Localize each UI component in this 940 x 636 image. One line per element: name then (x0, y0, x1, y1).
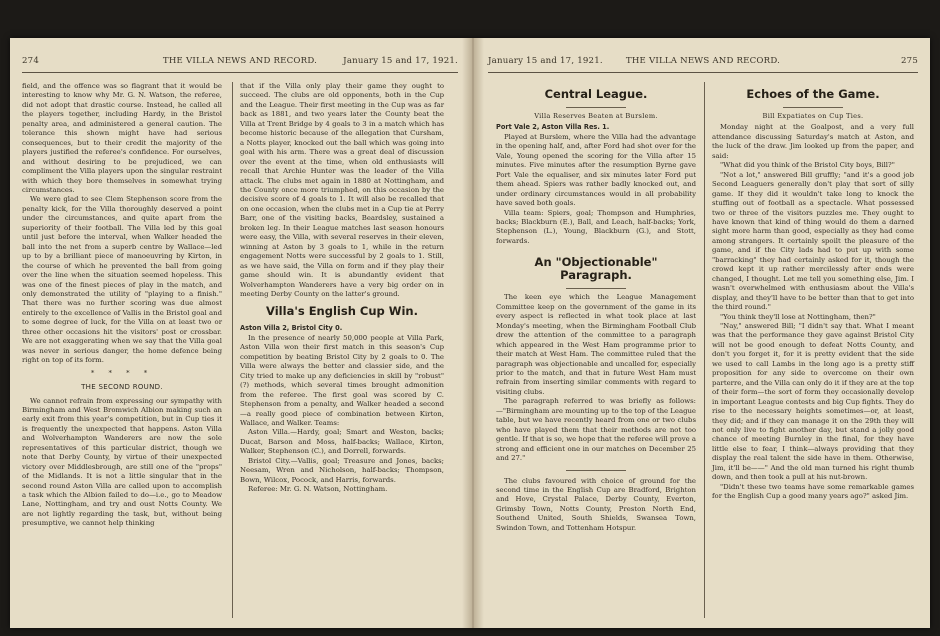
left-column-2 (240, 82, 444, 495)
article-heading: Central League. (544, 87, 648, 101)
heading-rule (566, 107, 626, 108)
issue-date: January 15 and 17, 1921. (488, 56, 603, 66)
section-divider-stars: * * * * (90, 368, 154, 377)
heading-rule (566, 288, 626, 289)
article-heading: Villa's English Cup Win. (266, 304, 418, 319)
paragraph: "What did you think of the Bristol City boys, Bill?" (720, 161, 895, 170)
paragraph: field, and the offence was so flagrant that it would be interesting to know why Mr. G. N. Watson, the referee, did not adopt that drastic course. Instead, he called all the players together, including Hardy, in the Bristol penalty area, and administered a general caution. The tolerance this shown might have had serious consequences, but to their credit the majority of the players justified the referee's confidence. For ourselves, and without desiring to be prejudiced, we can compliment the Villa players upon the singular restraint with which they bore themselves in somewhat trying circumstances. (22, 82, 222, 194)
issue-date: January 15 and 17, 1921. (343, 56, 458, 66)
header-rule (488, 72, 918, 73)
paragraph: Villa team: Spiers, goal; Thompson and Humphries, backs; Blackburn (E.), Ball, and Leach, half-backs; York, Stephenson (L.), Young, Blackburn (G.), and Stott, forwards. (496, 208, 696, 245)
paragraph: Monday night at the Goalpost, and a very full attendance discussing Saturday's match at Aston, and the luck of the draw. Jim looked up from the paper, and said: (712, 123, 914, 160)
heading-rule (783, 107, 843, 108)
section-title: THE SECOND ROUND. (81, 383, 163, 392)
article-heading: Echoes of the Game. (746, 87, 880, 101)
right-page-header (488, 56, 918, 70)
heading-line: An "Objectionable" (534, 255, 658, 270)
paragraph: In the presence of nearly 50,000 people at Villa Park, Aston Villa won their first match in this season's Cup competition by beating Bristol City by 2 goals to 0. The Villa were always the better and classier side, and the City tried to make up any deficiencies in skill by "robust" (?) methods, which several times brought admonition from the referee. The first goal was scored by C. Stephenson from a penalty, and Walker headed a second—a really good piece of combination between Kirton, Wallace, and Walker. Teams: (240, 333, 444, 427)
paragraph: Referee: Mr. G. N. Watson, Nottingham. (248, 485, 388, 494)
left-page-header (22, 56, 458, 70)
paragraph: The keen eye which the League Management Committee keep on the government of the game in its every aspect is reflected in what took place at last Monday's meeting, when the Birmingham Football Club drew the attention of the committee to a paragraph which appeared in the West Ham programme prior to their match at West Ham. The committee ruled that the paragraph was objectionable and uncalled for, especially prior to the match, and that in future West Ham must refrain from inserting similar comments with regard to visiting clubs. (496, 293, 696, 396)
paragraph: We cannot refrain from expressing our sympathy with Birmingham and West Bromwich Albion making such an early exit from this year's competition, but in Cup ties it is frequently the unexpected that happens. Aston Villa and Wolverhampton Wanderers are now the sole representatives of this particular district, though we note that Derby County, by virtue of their unexpected victory over Middlesbrough, are still one of the "props" of the Midlands. It is not a little singular that in the second round Aston Villa are called upon to accomplish a task which the Albion failed to do—i.e., go to Meadow Lane, Nottingham, and try and oust Notts County. We are not lightly regarding the task, but, without being presumptive, we cannot help thinking (22, 396, 222, 528)
page-number: 275 (900, 56, 918, 66)
match-result: Aston Villa 2, Bristol City 0. (240, 324, 343, 333)
column-rule (704, 82, 705, 618)
running-title: THE VILLA NEWS AND RECORD. (625, 56, 781, 66)
match-result: Port Vale 2, Aston Villa Res. 1. (496, 123, 610, 132)
left-page (10, 38, 470, 628)
left-column-1 (22, 82, 222, 529)
running-title: THE VILLA NEWS AND RECORD. (162, 56, 318, 66)
right-page (476, 38, 930, 628)
article-subheading: Bill Expatiates on Cup Ties. (762, 112, 864, 120)
heading-line: Paragraph. (560, 268, 632, 283)
paragraph: We were glad to see Clem Stephenson score from the penalty kick, for the Villa thoroughly deserved a point under the circumstances, and quite apart from the superiority of their football. The Villa led by this goal until just before the interval, when Walker headed the ball into the net from a superb centre by Wallace—led up to by a brilliant piece of manoeuvring by Kirton, in the course of which he prevented the ball from going over the line when the situation seemed hopeless. This was one of the finest pieces of play in the match, and only demonstrated the utility of "playing to a finish." That there was no further scoring was due almost entirely to the excellence of Vallis in the Bristol goal and to some degree of luck, for the Villa on at least two or three other occasions hit the visitors' post or crossbar. We are not exaggerating when we say that the Villa goal was never in serious danger, the home defence being right on top of its form. (22, 195, 222, 365)
open-book-spread (10, 38, 930, 628)
paragraph: Played at Burslem, where the Villa had the advantage in the opening half, and, after Ford had shot over for the Vale, Young opened the scoring for the Villa after 15 minutes. Five minutes after the resumption Byrne gave Port Vale the equaliser, and six minutes later Ford put them ahead. Spiers was rather badly knocked out, and under ordinary circumstances would in all probability have saved both goals. (496, 132, 696, 208)
paragraph: Bristol City.—Vallis, goal; Treasure and Jones, backs; Neesam, Wren and Nicholson, half-backs; Thompson, Bown, Wilcox, Pocock, and Harris, forwards. (240, 456, 444, 484)
paragraph: The paragraph referred to was briefly as follows:—"Birmingham are mounting up to the top of the League table, but we have recently heard from one or two clubs who have played them that their methods are not too gentle. If that is so, we hope that the referee will prove a strong and efficient one in our matches on December 25 and 27." (496, 397, 696, 463)
column-rule (232, 82, 233, 618)
paragraph: "Didn't these two teams have some remarkable games for the English Cup a good many years ago?" asked Jim. (712, 482, 914, 501)
page-number: 274 (22, 56, 40, 66)
paragraph: "Not a lot," answered Bill gruffly; "and it's a good job Second Leaguers generally don't play that sort of silly game. If they did it wouldn't take long to knock the stuffing out of football as a spectacle. What possessed two or three of the visitors puzzles me. They ought to have known that kind of thing would do them a darned sight more harm than good, especially as they had come among strangers. It certainly spoilt the pleasure of the game, and if the City lads had to put up with some "barracking" they had certainly asked for it, though the crowd kept it up rather mercilessly after ends were changed, I thought. Let me tell you something else, Jim. I wasn't overwhelmed with enthusiasm about the Villa's display, and they'll have to be better than that to get into the third round." (712, 170, 914, 312)
article-subheading: Villa Reserves Beaten at Burslem. (534, 112, 658, 120)
right-column-2 (712, 82, 914, 502)
header-rule (22, 72, 458, 73)
right-column-1 (496, 82, 696, 533)
paragraph: "Nay," answered Bill; "I didn't say that. What I meant was that the performance they gave against Bristol City will not be good enough to defeat Notts County, and don't you forget it, for it is pretty evident that the side we used to call Lambs in the long ago is a pretty stiff proposition for any side to overcome on their own parterre, and the Villa can only do it if they are at the top of their form—the sort of form they occasionally develop in important League contests and big Cup fights. They do rise to the necessary heights sometimes—or, at least, they did; and if they can manage it on the 29th they will not only live to fight another day, but stand a jolly good chance of meeting Burnley in the final, for they have little else to fear, I think—always providing that they display the real talent the side have in them. Otherwise, Jim, it'll be——" And the old man turned his right thumb down, and then took a pull at his nut-brown. (712, 321, 914, 482)
paragraph: The clubs favoured with choice of ground for the second time in the English Cup are Bradford, Brighton and Hove, Crystal Palace, Derby County, Everton, Grimsby Town, Notts County, Preston North End, Southend United, South Shields, Swansea Town, Swindon Town, and Tottenham Hotspur. (496, 476, 696, 532)
paragraph: Aston Villa.—Hardy, goal; Smart and Weston, backs; Ducat, Barson and Moss, half-backs; Wallace, Kirton, Walker, Stephenson (C.), and Dorrell, forwards. (240, 428, 444, 456)
article-heading (496, 256, 696, 282)
divider-rule (566, 470, 626, 471)
paragraph: "You think they'll lose at Nottingham, then?" (720, 312, 876, 321)
paragraph: that if the Villa only play their game they ought to succeed. The clubs are old opponents, both in the Cup and the League. Their first meeting in the Cup was as far back as 1881, and two years later the County beat the Villa at Trent Bridge by 4 goals to 3 in a match which has become historic because of the allegation that Cursham, a Notts player, knocked out the ball which was going into goal with his arm. There was a great deal of discussion over the event at the time, when old enthusiasts will recall that Archie Hunter was the leader of the Villa attack. The clubs met again in 1880 at Nottingham, and the County once more triumphed, on this occasion by the decisive score of 4 goals to 1. It will also be recalled that on one occasion, when the clubs met in a Cup tie at Perry Barr, one of the visiting backs, Beardsley, sustained a broken leg. In their League matches last season honours were easy, the Villa, with several reserves in their eleven, winning at Aston by 3 goals to 1, while in the return engagement Notts were successful by 2 goals to 1. Still, as we have said, the Villa on form and if they play their game should win. It is abundantly evident that Wolverhampton Wanderers have a very big order on in meeting Derby County on the latter's ground. (240, 82, 444, 298)
